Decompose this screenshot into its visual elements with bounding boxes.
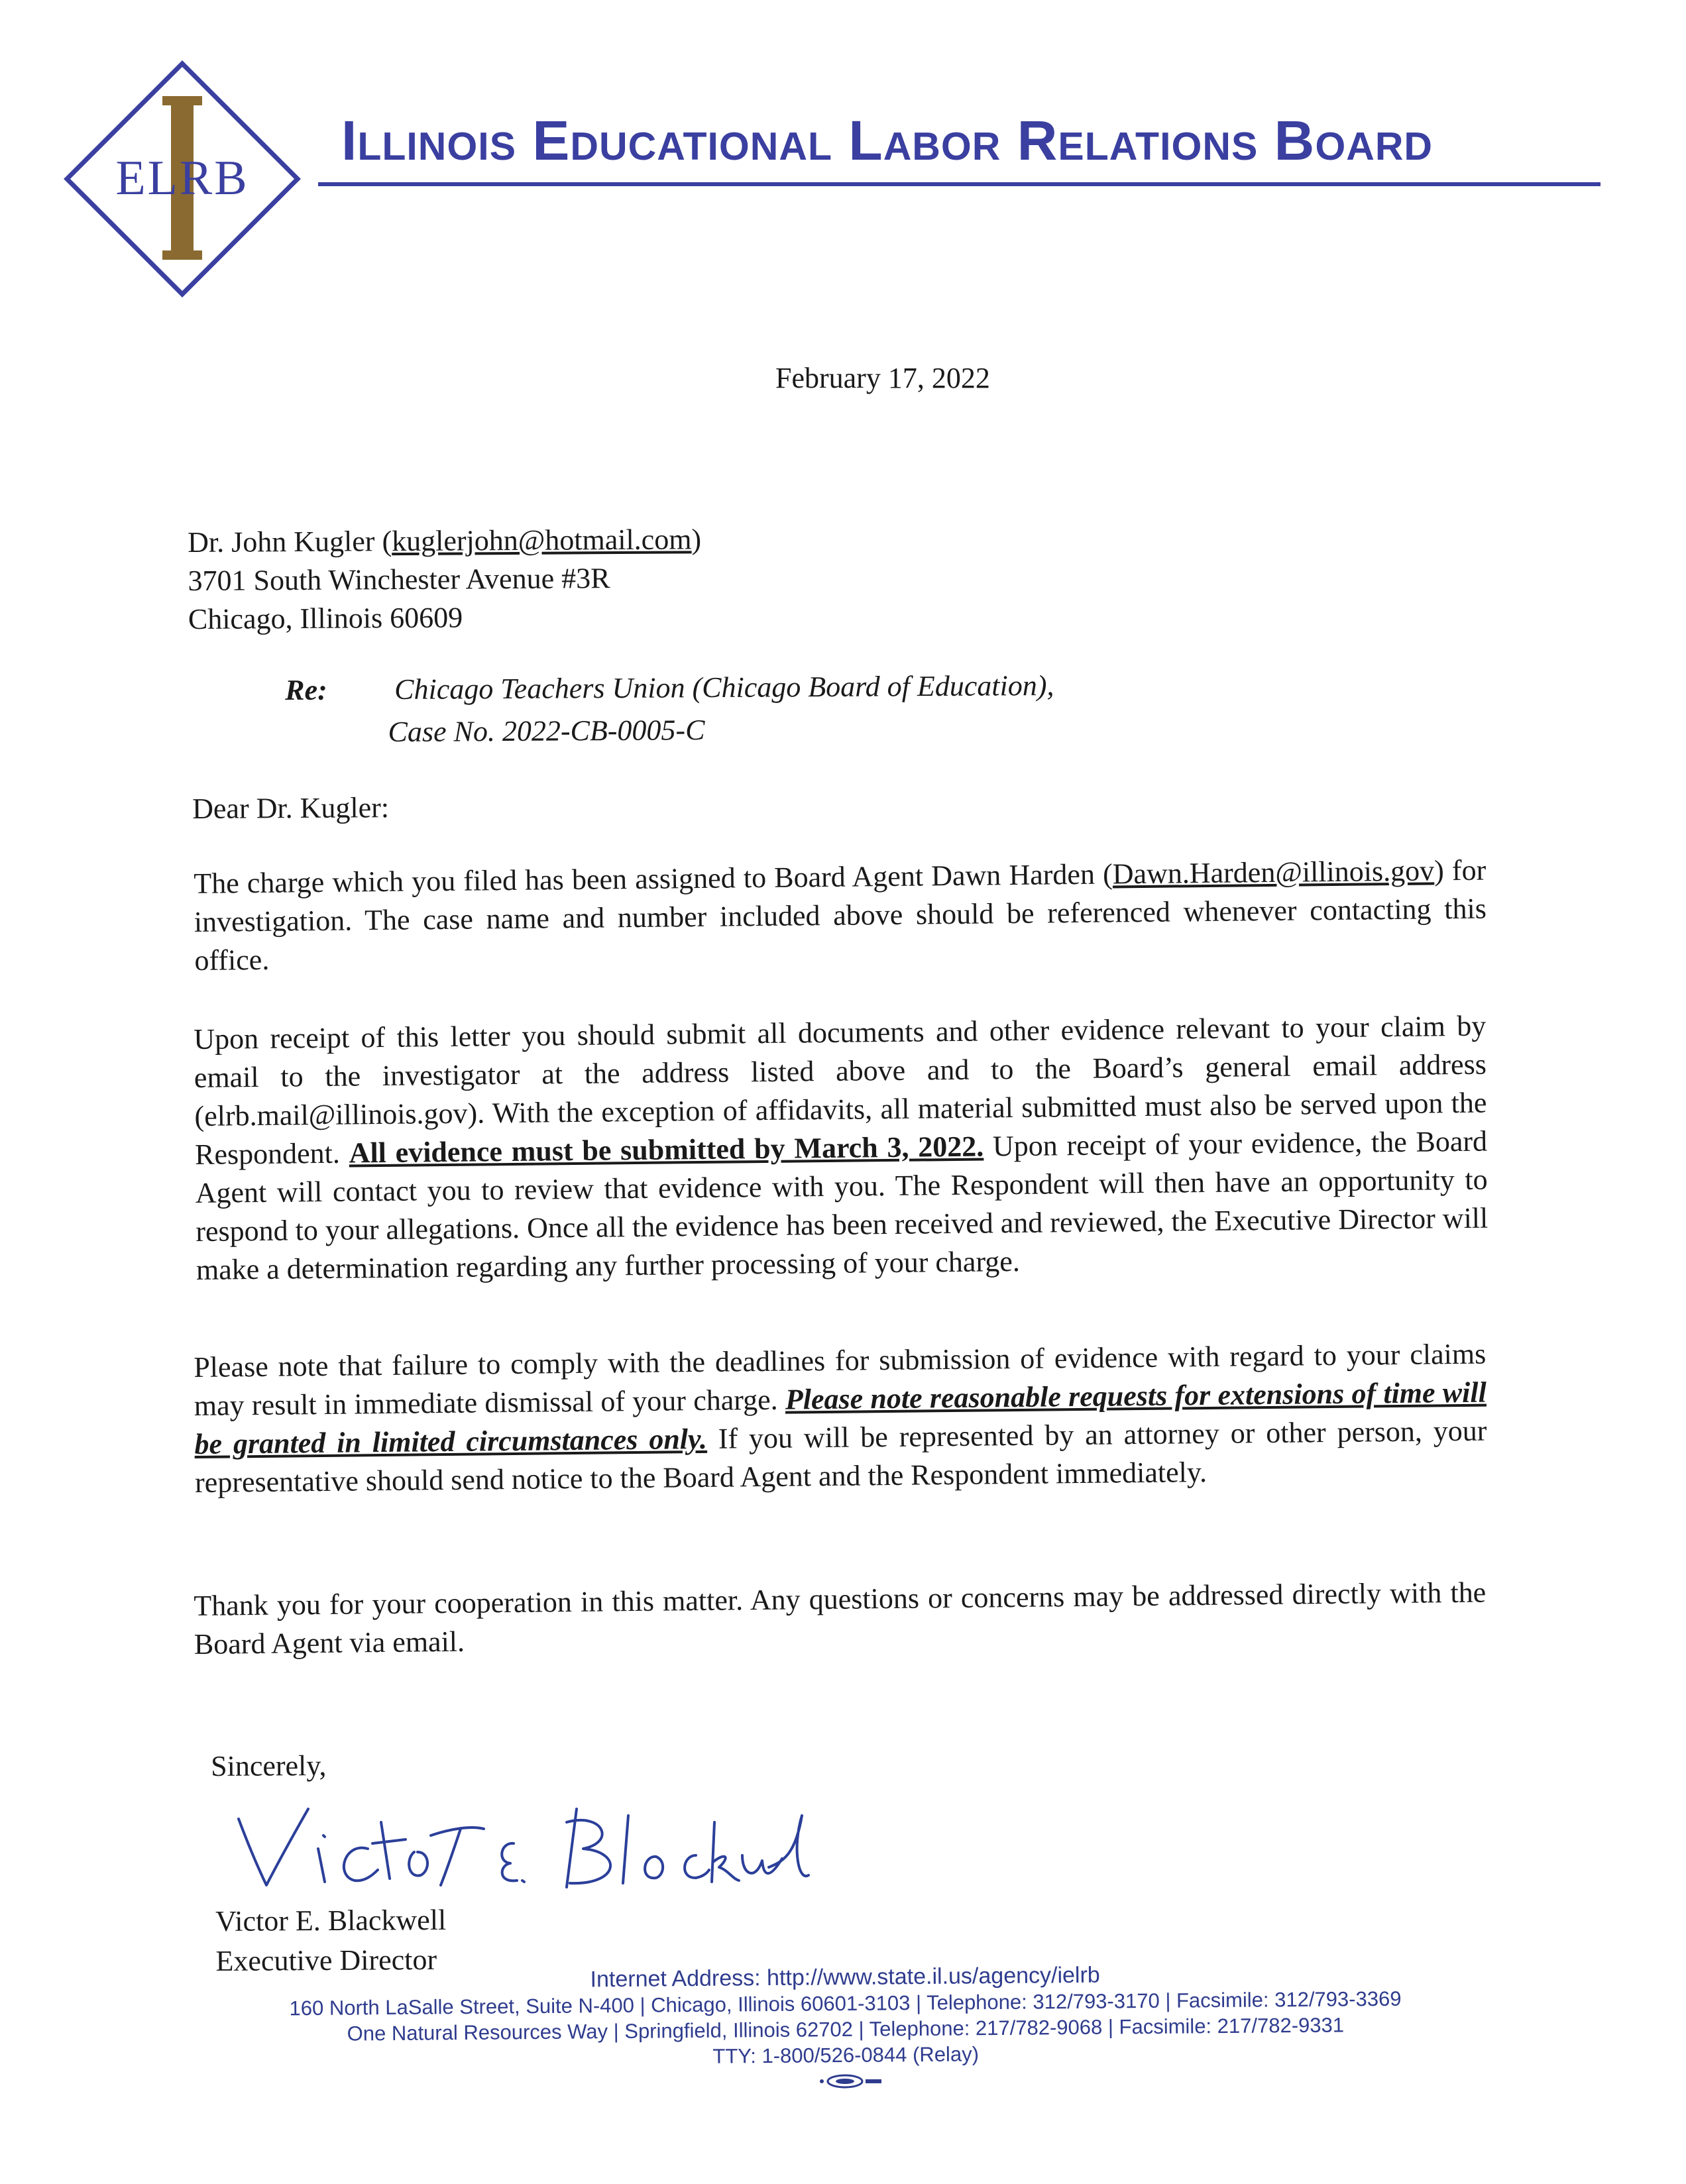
board-agent-email-link[interactable]: Dawn.Harden@illinois.gov: [1112, 854, 1435, 891]
re-label: Re:: [285, 673, 327, 706]
letterhead-footer: [199, 1959, 1492, 2073]
body-paragraph-2: [194, 1007, 1489, 1289]
elrb-logo: [63, 60, 302, 298]
letterhead-rule: [318, 182, 1601, 186]
footer-internet-address: Internet Address: http://www.state.il.us/agency/ielrb: [590, 1962, 1100, 1993]
p3-text-b: If you will be represented by an attorney or other person, your representative should send notice to the Board Agent and the Respondent immediately.: [194, 1414, 1487, 1499]
p1-text-b: ) for investigation. The case name and number included above should be referenced whenever contacting this office.: [194, 853, 1487, 977]
extension-notice: Please note reasonable requests for extensions of time will be granted in limited circumstances only.: [194, 1376, 1487, 1460]
handwritten-signature: [232, 1796, 815, 1895]
p1-text-a: The charge which you filed has been assigned to Board Agent Dawn Harden (: [194, 857, 1113, 900]
footer-tty: TTY: 1-800/526-0844 (Relay): [712, 2042, 980, 2068]
body-paragraph-1: [194, 851, 1487, 980]
recipient-email-link[interactable]: kuglerjohn@hotmail.com: [391, 523, 692, 558]
recipient-address: [188, 520, 702, 639]
recipient-city: Chicago, Illinois 60609: [188, 601, 463, 635]
svg-text:ELRB: ELRB: [115, 151, 249, 205]
evidence-deadline: All evidence must be submitted by March 3, 2022.: [349, 1130, 984, 1170]
p2-text-b: Upon receipt of your evidence, the Board Agent will contact you to review that evidence with you. The Respondent will then have an opportunity to respond to your allegations. Once all the evidence has been received and reviewed, the Executive Director will make a determination regarding any further processing of your charge.: [195, 1124, 1489, 1286]
recipient-name-line: Dr. John Kugler (kuglerjohn@hotmail.com): [188, 523, 702, 559]
signer-name: Victor E. Blackwell: [215, 1903, 447, 1938]
re-case-name: Chicago Teachers Union (Chicago Board of Education),: [394, 669, 1054, 706]
recipient-street: 3701 South Winchester Avenue #3R: [188, 562, 610, 597]
p2-text-a: Upon receipt of this letter you should submit all documents and other evidence relevant to your claim by email to the investigator at the address listed above and to the Board’s general email address (elrb.mail@illinois.gov). With the exception of affidavits, all material submitted must also be served upon the Respondent.: [194, 1009, 1487, 1171]
letter-date: February 17, 2022: [775, 362, 990, 394]
recipient-name: Dr. John Kugler: [188, 525, 375, 559]
closing: Sincerely,: [211, 1749, 327, 1782]
re-block: [285, 665, 1054, 754]
body-paragraph-3: [194, 1335, 1487, 1502]
signer-title: Executive Director: [215, 1943, 437, 1977]
org-name: Illinois Educational Labor Relations Board: [341, 109, 1433, 172]
body-paragraph-4: Thank you for your cooperation in this matter. Any questions or concerns may be addressed directly with the Board Agent via email.: [194, 1576, 1487, 1661]
footer-springfield-office: One Natural Resources Way | Springfield, Illinois 62702 | Telephone: 217/782-9068 | Facsimile: 217/782-9331: [347, 2013, 1345, 2046]
re-case-number: Case No. 2022-CB-0005-C: [388, 714, 705, 749]
footer-chicago-office: 160 North LaSalle Street, Suite N-400 | Chicago, Illinois 60601-3103 | Telephone: 312/793-3170 | Facsimile: 312/793-3369: [289, 1987, 1402, 2020]
union-bug-icon: [809, 2073, 888, 2090]
p3-text-a: Please note that failure to comply with the deadlines for submission of evidence with regard to your claims may result in immediate dismissal of your charge.: [194, 1337, 1487, 1422]
salutation: Dear Dr. Kugler:: [192, 791, 390, 825]
